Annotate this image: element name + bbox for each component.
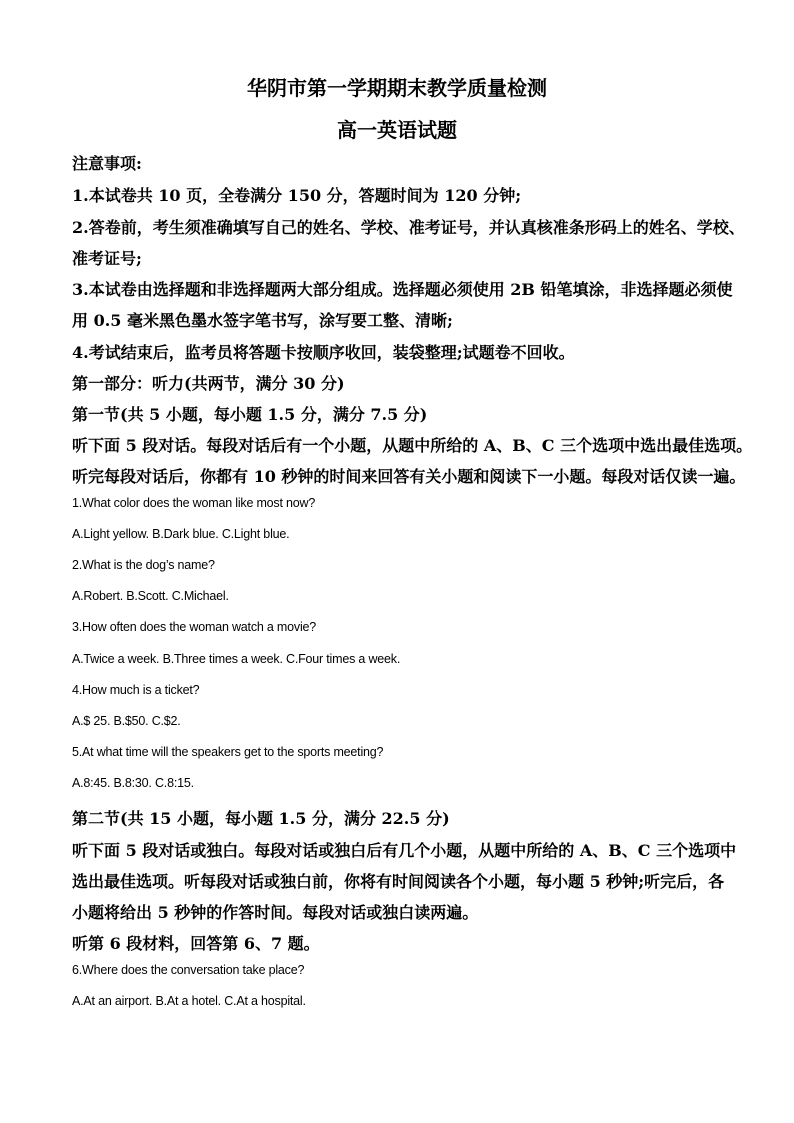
- question-5: 5.At what time will the speakers get to the sports meeting?: [72, 745, 384, 759]
- note-line: 用 0.5 毫米黑色墨水签字笔书写，涂写要工整、清晰;: [72, 311, 453, 330]
- section1-heading: 第一节(共 5 小题，每小题 1.5 分，满分 7.5 分): [72, 405, 428, 424]
- note-line: 2.答卷前，考生须准确填写自己的姓名、学校、准考证号，并认真核准条形码上的姓名、学校、: [72, 218, 745, 237]
- exam-title: 华阴市第一学期期末教学质量检测: [247, 76, 547, 100]
- part1-heading: 第一部分：听力(共两节，满分 30 分): [72, 374, 345, 393]
- question-1: 1.What color does the woman like most now?: [72, 496, 316, 510]
- question-3-options: A.Twice a week. B.Three times a week. C.Four times a week.: [72, 652, 401, 666]
- note-line: 准考证号;: [72, 249, 142, 268]
- section1-instruction: 听下面 5 段对话。每段对话后有一个小题，从题中所给的 A、B、C 三个选项中选出最佳选项。: [72, 436, 753, 455]
- exam-subtitle: 高一英语试题: [337, 118, 457, 142]
- section2-instruction: 听下面 5 段对话或独白。每段对话或独白后有几个小题，从题中所给的 A、B、C 三个选项中: [72, 841, 737, 860]
- note-line: 4.考试结束后，监考员将答题卡按顺序收回，装袋整理;试题卷不回收。: [72, 343, 575, 362]
- notes-heading: 注意事项:: [72, 154, 142, 173]
- question-6: 6.Where does the conversation take place?: [72, 963, 305, 977]
- question-6-options: A.At an airport. B.At a hotel. C.At a hospital.: [72, 994, 306, 1008]
- note-line: 1.本试卷共 10 页，全卷满分 150 分，答题时间为 120 分钟;: [72, 186, 522, 205]
- question-2: 2.What is the dog’s name?: [72, 558, 215, 572]
- section2-instruction: 选出最佳选项。听每段对话或独白前，你将有时间阅读各个小题，每小题 5 秒钟;听完后，各: [72, 872, 725, 891]
- question-2-options: A.Robert. B.Scott. C.Michael.: [72, 589, 229, 603]
- question-4-options: A.$ 25. B.$50. C.$2.: [72, 714, 181, 728]
- question-1-options: A.Light yellow. B.Dark blue. C.Light blue.: [72, 527, 290, 541]
- section2-heading: 第二节(共 15 小题，每小题 1.5 分，满分 22.5 分): [72, 809, 450, 828]
- question-4: 4.How much is a ticket?: [72, 683, 200, 697]
- question-3: 3.How often does the woman watch a movie?: [72, 620, 317, 634]
- question-5-options: A.8:45. B.8:30. C.8:15.: [72, 776, 194, 790]
- note-line: 3.本试卷由选择题和非选择题两大部分组成。选择题必须使用 2B 铅笔填涂，非选择题必须使: [72, 280, 733, 299]
- section1-instruction: 听完每段对话后，你都有 10 秒钟的时间来回答有关小题和阅读下一小题。每段对话仅读一遍。: [72, 467, 746, 486]
- material-heading: 听第 6 段材料，回答第 6、7 题。: [72, 934, 320, 953]
- section2-instruction: 小题将给出 5 秒钟的作答时间。每段对话或独白读两遍。: [72, 903, 479, 922]
